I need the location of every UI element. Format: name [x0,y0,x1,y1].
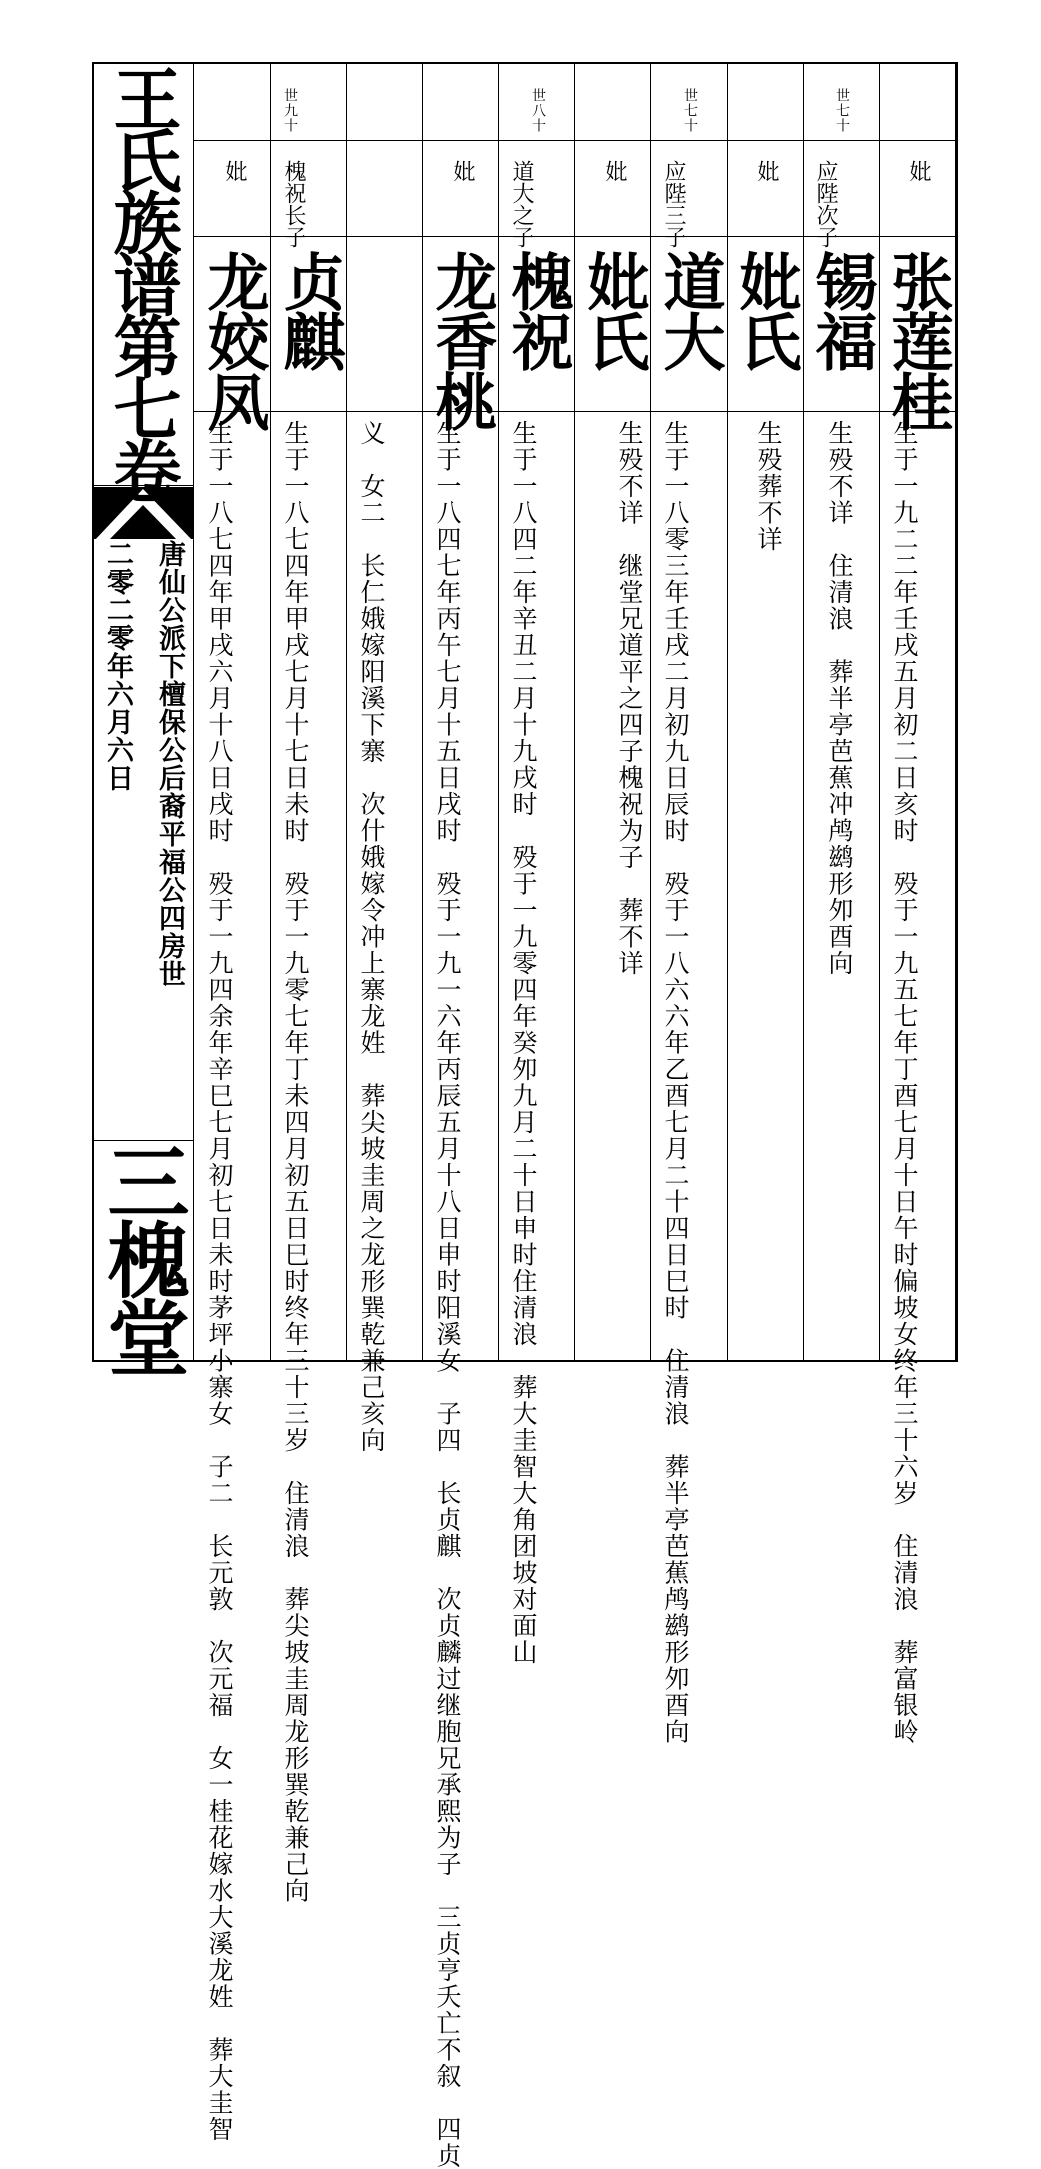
person-name: 锡福 [805,250,878,370]
person-bio: 生于一八四七年丙午七月十五日戌时 殁于一九一六年丙辰五月十八日申时阳溪女 子四 长贞麒 次贞麟过继胞兄承熙为子 三贞亨夭亡不叙 四贞 [433,420,462,2169]
relation-label: 妣 [754,160,779,182]
column-divider [955,62,956,1362]
relation-label: 妣 [222,160,247,182]
relation-label: 槐祝长子 [281,160,306,248]
book-title: 王氏族谱第七卷 [102,64,182,498]
person-name: 槐祝 [501,250,574,370]
column-divider [879,62,880,1362]
column-divider [270,62,271,1362]
generation-label: 世七十 [834,88,850,133]
generation-label: 世九十 [282,88,298,133]
relation-label: 应陛三子 [661,160,686,248]
row-divider [193,411,957,412]
person-bio: 生殁葬不详 [754,420,783,553]
row-divider [193,140,957,141]
branch-line: 唐仙公派下檀保公后裔平福公四房世 [154,540,185,988]
column-divider [422,62,423,1362]
column-divider [574,62,575,1362]
relation-label: 妣 [906,160,931,182]
person-bio: 生于一八四二年辛丑二月十九戌时 殁于一九零四年癸夘九月二十日申时住清浪 葬大圭智大角团坡对面山 [509,420,538,1666]
person-bio: 生于一八七四年甲戌六月十八日戌时 殁于一九四余年辛巳七月初七日未时茅坪小寨女 子二 长元敦 次元福 女一桂花嫁水大溪龙姓 葬大圭智 [205,420,234,2143]
compile-date: 二零二零年六月六日 [102,540,133,792]
column-divider [650,62,651,1362]
column-divider [727,62,728,1362]
column-divider [498,62,499,1362]
column-divider [803,62,804,1362]
column-divider [346,62,347,1362]
continuation-bio: 义 女二 长仁娥嫁阳溪下寨 次什娥嫁令冲上寨龙姓 葬尖坡圭周之龙形巽乾兼己亥向 [357,420,386,1454]
generation-label: 世七十 [682,88,698,133]
person-name: 道大 [653,250,726,370]
relation-label: 妣 [450,160,475,182]
person-name: 妣氏 [729,250,802,370]
person-name: 贞麒 [273,250,346,370]
spine-divider [193,62,194,1362]
person-name: 龙姣凤 [197,250,270,430]
person-bio: 生于一九二二年壬戌五月初二日亥时 殁于一九五七年丁酉七月十日午时偏坡女终年三十六岁 住清浪 葬富银岭 [890,420,919,1745]
relation-label: 道大之子 [509,160,534,248]
relation-label: 妣 [602,160,627,182]
generation-label: 世八十 [530,88,546,133]
relation-label: 应陛次子 [813,160,838,248]
person-name: 张莲桂 [881,250,954,430]
hall-name: 三槐堂 [94,1140,190,1374]
person-bio: 生于一八零三年壬戌二月初九日辰时 殁于一八六六年乙酉七月二十四日巳时 住清浪 葬半亭芭蕉鸬鹚形夘酉向 [661,420,690,1745]
person-name: 龙香桃 [425,250,498,430]
person-bio: 生殁不详 继堂兄道平之四子槐祝为子 葬不详 [615,420,644,977]
person-name: 妣氏 [577,250,650,370]
person-bio: 生于一八七四年甲戌七月十七日未时 殁于一九零七年丁未四月初五日巳时终年三十三岁 住清浪 葬尖坡圭周龙形巽乾兼己向 [281,420,310,1904]
person-bio: 生殁不详 住清浪 葬半亭芭蕉冲鸬鹚形夘酉向 [825,420,854,977]
